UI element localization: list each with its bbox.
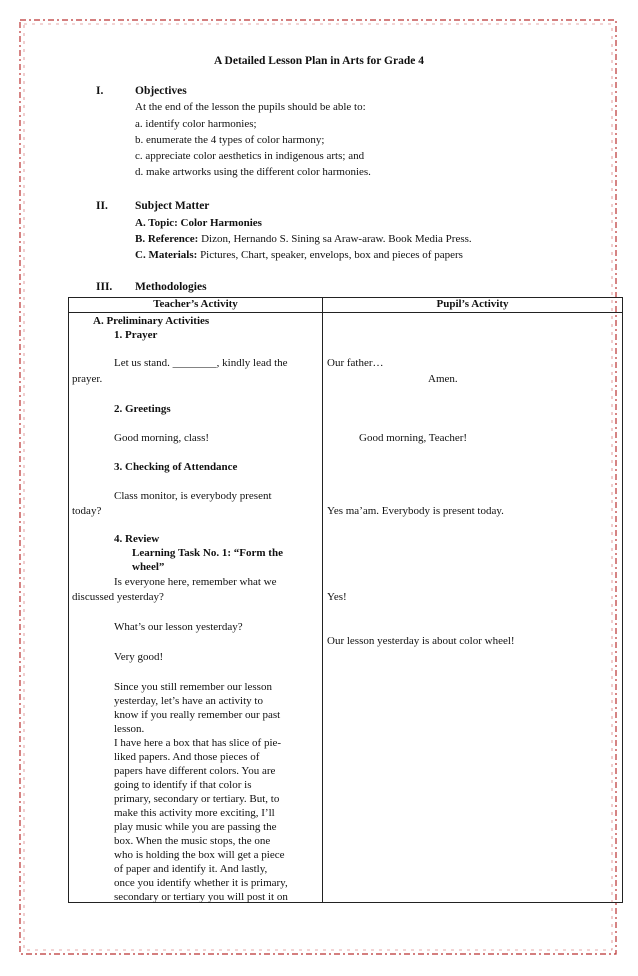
paragraph-line: liked papers. And those pieces of xyxy=(114,751,260,763)
paragraph-line: box. When the music stops, the one xyxy=(114,835,271,847)
subject-matter-title: Subject Matter xyxy=(135,200,210,212)
prayer-line: prayer. xyxy=(72,373,103,385)
reference-value: Dizon, Hernando S. Sining sa Araw-araw. Book Media Press. xyxy=(201,233,472,245)
attendance-line: today? xyxy=(72,505,102,517)
reference-label: B. Reference: xyxy=(135,233,199,245)
objective-item: d. make artworks using the different color harmonies. xyxy=(135,166,371,178)
review-heading: 4. Review xyxy=(114,533,160,545)
table-header-row xyxy=(69,298,623,313)
pupil-response: Good morning, Teacher! xyxy=(359,432,468,444)
very-good-line: Very good! xyxy=(114,651,164,663)
subject-matter-number: II. xyxy=(96,200,108,212)
methodologies-table xyxy=(68,297,623,903)
attendance-heading: 3. Checking of Attendance xyxy=(114,461,238,473)
remember-line: Is everyone here, remember what we xyxy=(114,576,277,588)
paragraph-line: play music while you are passing the xyxy=(114,821,277,833)
topic-line: A. Topic: Color Harmonies xyxy=(135,217,262,229)
paragraph-line: make this activity more exciting, I’ll xyxy=(114,807,275,819)
materials-value: Pictures, Chart, speaker, envelops, box and pieces of papers xyxy=(200,249,463,261)
reference-line xyxy=(135,233,472,245)
learning-task-line: Learning Task No. 1: “Form the xyxy=(132,547,283,559)
paragraph-line: who is holding the box will get a piece xyxy=(114,849,285,861)
paragraph-line: Since you still remember our lesson xyxy=(114,681,272,693)
objective-item: b. enumerate the 4 types of color harmony; xyxy=(135,134,325,146)
pupil-response: Amen. xyxy=(428,373,458,385)
pupil-activity-cell xyxy=(323,313,623,903)
objective-item: a. identify color harmonies; xyxy=(135,118,257,130)
pupil-response: Yes ma’am. Everybody is present today. xyxy=(327,505,504,517)
table-row xyxy=(69,313,623,903)
teacher-activity-cell xyxy=(69,313,323,903)
pupil-response: Our father… xyxy=(327,357,384,369)
paragraph-line: secondary or tertiary you will post it on xyxy=(114,891,288,903)
pupil-activity-header: Pupil’s Activity xyxy=(323,298,623,313)
remember-line: discussed yesterday? xyxy=(72,591,164,603)
teacher-activity-header: Teacher’s Activity xyxy=(69,298,323,313)
paragraph-line: once you identify whether it is primary, xyxy=(114,877,288,889)
paragraph-line: know if you really remember our past xyxy=(114,709,281,721)
paragraph-line: primary, secondary or tertiary. But, to xyxy=(114,793,280,805)
preliminary-heading: A. Preliminary Activities xyxy=(93,315,210,327)
paragraph-line: going to identify if that color is xyxy=(114,779,252,791)
prayer-line: Let us stand. ________, kindly lead the xyxy=(114,357,288,369)
pupil-response: Yes! xyxy=(327,591,347,603)
objectives-number: I. xyxy=(96,85,104,97)
lesson-question: What’s our lesson yesterday? xyxy=(114,621,243,633)
learning-task-line: wheel” xyxy=(132,561,165,573)
paragraph-line: of paper and identify it. And lastly, xyxy=(114,863,268,875)
paragraph-line: I have here a box that has slice of pie- xyxy=(114,737,282,749)
methodologies-title: Methodologies xyxy=(135,281,207,293)
materials-label: C. Materials: xyxy=(135,249,198,261)
paragraph-line: papers have different colors. You are xyxy=(114,765,276,777)
objectives-title: Objectives xyxy=(135,85,187,97)
objectives-intro: At the end of the lesson the pupils should be able to: xyxy=(135,101,366,113)
prayer-heading: 1. Prayer xyxy=(114,329,158,341)
attendance-line: Class monitor, is everybody present xyxy=(114,490,272,502)
pupil-response: Our lesson yesterday is about color wheel! xyxy=(327,635,515,647)
objective-item: c. appreciate color aesthetics in indigenous arts; and xyxy=(135,150,365,162)
greetings-heading: 2. Greetings xyxy=(114,403,171,415)
methodologies-number: III. xyxy=(96,281,113,293)
paragraph-line: lesson. xyxy=(114,723,145,735)
materials-line xyxy=(135,249,463,261)
paragraph-line: yesterday, let’s have an activity to xyxy=(114,695,263,707)
document-title: A Detailed Lesson Plan in Arts for Grade 4 xyxy=(214,55,424,67)
greetings-line: Good morning, class! xyxy=(114,432,210,444)
